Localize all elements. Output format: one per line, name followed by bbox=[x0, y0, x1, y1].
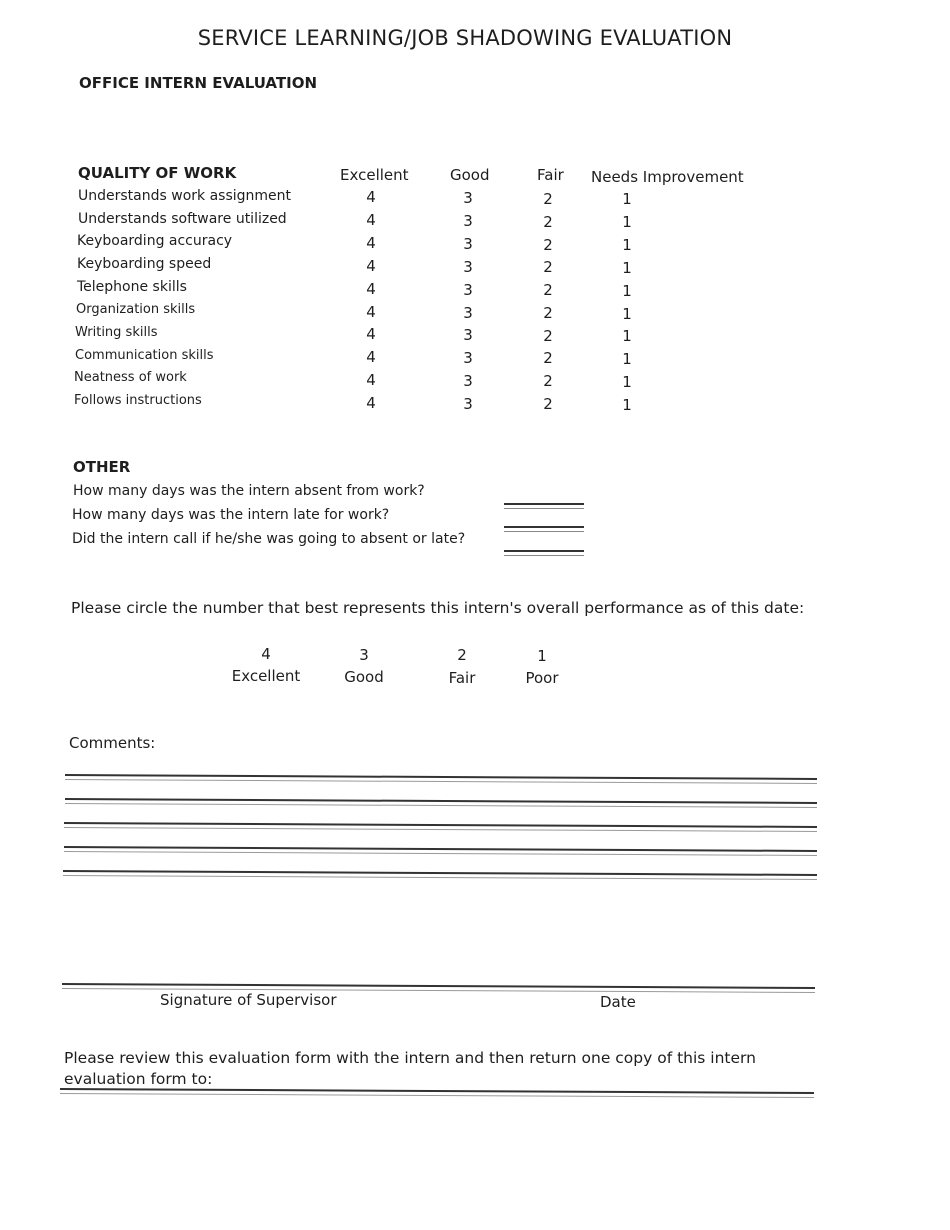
score-fair[interactable]: 2 bbox=[543, 349, 553, 367]
score-fair[interactable]: 2 bbox=[543, 395, 553, 413]
signature-label: Signature of Supervisor bbox=[160, 991, 337, 1009]
answer-days-absent-field[interactable] bbox=[504, 503, 584, 509]
score-excellent[interactable]: 4 bbox=[366, 211, 376, 229]
page-title: SERVICE LEARNING/JOB SHADOWING EVALUATION bbox=[197, 26, 733, 50]
overall-rating-value[interactable]: 1 bbox=[537, 647, 547, 665]
score-excellent[interactable]: 4 bbox=[366, 257, 376, 275]
score-needs-improvement[interactable]: 1 bbox=[622, 350, 632, 368]
column-fair: Fair bbox=[537, 166, 564, 184]
score-fair[interactable]: 2 bbox=[543, 372, 553, 390]
other-heading: OTHER bbox=[73, 458, 131, 476]
criterion-label: Communication skills bbox=[75, 348, 214, 363]
overall-rating-label: Fair bbox=[448, 669, 476, 687]
score-fair[interactable]: 2 bbox=[543, 281, 553, 299]
overall-rating-value[interactable]: 2 bbox=[457, 646, 467, 664]
score-good[interactable]: 3 bbox=[463, 258, 473, 276]
criterion-label: Understands work assignment bbox=[78, 188, 292, 204]
score-good[interactable]: 3 bbox=[463, 326, 473, 344]
score-good[interactable]: 3 bbox=[463, 189, 473, 207]
score-needs-improvement[interactable]: 1 bbox=[622, 213, 632, 231]
score-good[interactable]: 3 bbox=[463, 395, 473, 413]
column-excellent: Excellent bbox=[340, 166, 409, 184]
score-needs-improvement[interactable]: 1 bbox=[622, 305, 632, 323]
comments-label: Comments: bbox=[69, 734, 156, 752]
comment-line[interactable] bbox=[65, 774, 817, 784]
score-good[interactable]: 3 bbox=[463, 235, 473, 253]
score-good[interactable]: 3 bbox=[463, 281, 473, 299]
score-fair[interactable]: 2 bbox=[543, 304, 553, 322]
comment-line[interactable] bbox=[65, 798, 817, 808]
score-excellent[interactable]: 4 bbox=[366, 348, 376, 366]
overall-rating-label: Poor bbox=[525, 669, 559, 687]
score-needs-improvement[interactable]: 1 bbox=[622, 396, 632, 414]
score-excellent[interactable]: 4 bbox=[366, 188, 376, 206]
score-fair[interactable]: 2 bbox=[543, 236, 553, 254]
question-called-in: Did the intern call if he/she was going to absent or late? bbox=[72, 531, 466, 547]
question-days-absent: How many days was the intern absent from work? bbox=[73, 483, 425, 499]
score-excellent[interactable]: 4 bbox=[366, 303, 376, 321]
score-fair[interactable]: 2 bbox=[543, 258, 553, 276]
criterion-label: Follows instructions bbox=[74, 393, 202, 408]
form-subtitle: OFFICE INTERN EVALUATION bbox=[79, 74, 317, 92]
criterion-label: Keyboarding accuracy bbox=[77, 233, 233, 249]
review-instruction: Please review this evaluation form with the intern and then return one copy of this intern evaluation form to: bbox=[64, 1049, 756, 1088]
score-needs-improvement[interactable]: 1 bbox=[622, 236, 632, 254]
criterion-label: Neatness of work bbox=[74, 370, 187, 385]
score-fair[interactable]: 2 bbox=[543, 213, 553, 231]
score-needs-improvement[interactable]: 1 bbox=[622, 373, 632, 391]
comment-line[interactable] bbox=[64, 846, 817, 856]
criterion-label: Understands software utilized bbox=[78, 211, 287, 227]
criterion-label: Keyboarding speed bbox=[77, 256, 212, 272]
date-label: Date bbox=[600, 993, 636, 1011]
answer-called-in-field[interactable] bbox=[504, 550, 584, 556]
score-excellent[interactable]: 4 bbox=[366, 280, 376, 298]
criterion-label: Writing skills bbox=[75, 325, 158, 340]
score-good[interactable]: 3 bbox=[463, 304, 473, 322]
score-excellent[interactable]: 4 bbox=[366, 394, 376, 412]
answer-days-late-field[interactable] bbox=[504, 526, 584, 532]
criterion-label: Telephone skills bbox=[77, 279, 187, 295]
score-needs-improvement[interactable]: 1 bbox=[622, 259, 632, 277]
question-days-late: How many days was the intern late for work? bbox=[72, 507, 390, 523]
overall-rating-label: Good bbox=[344, 668, 384, 686]
criterion-label: Organization skills bbox=[76, 302, 196, 317]
score-good[interactable]: 3 bbox=[463, 349, 473, 367]
comment-line[interactable] bbox=[64, 822, 817, 832]
quality-heading: QUALITY OF WORK bbox=[78, 164, 237, 182]
overall-rating-value[interactable]: 3 bbox=[359, 646, 369, 664]
score-needs-improvement[interactable]: 1 bbox=[622, 190, 632, 208]
overall-rating-value[interactable]: 4 bbox=[261, 645, 271, 663]
score-good[interactable]: 3 bbox=[463, 372, 473, 390]
score-fair[interactable]: 2 bbox=[543, 327, 553, 345]
score-excellent[interactable]: 4 bbox=[366, 234, 376, 252]
score-excellent[interactable]: 4 bbox=[366, 325, 376, 343]
score-good[interactable]: 3 bbox=[463, 212, 473, 230]
overall-instruction: Please circle the number that best represents this intern's overall performance as of this date: bbox=[71, 599, 805, 617]
score-fair[interactable]: 2 bbox=[543, 190, 553, 208]
score-needs-improvement[interactable]: 1 bbox=[622, 327, 632, 345]
column-needs-improvement: Needs Improvement bbox=[591, 168, 744, 186]
column-good: Good bbox=[450, 166, 490, 184]
comment-line[interactable] bbox=[63, 870, 817, 880]
score-needs-improvement[interactable]: 1 bbox=[622, 282, 632, 300]
overall-rating-label: Excellent bbox=[231, 667, 301, 685]
score-excellent[interactable]: 4 bbox=[366, 371, 376, 389]
